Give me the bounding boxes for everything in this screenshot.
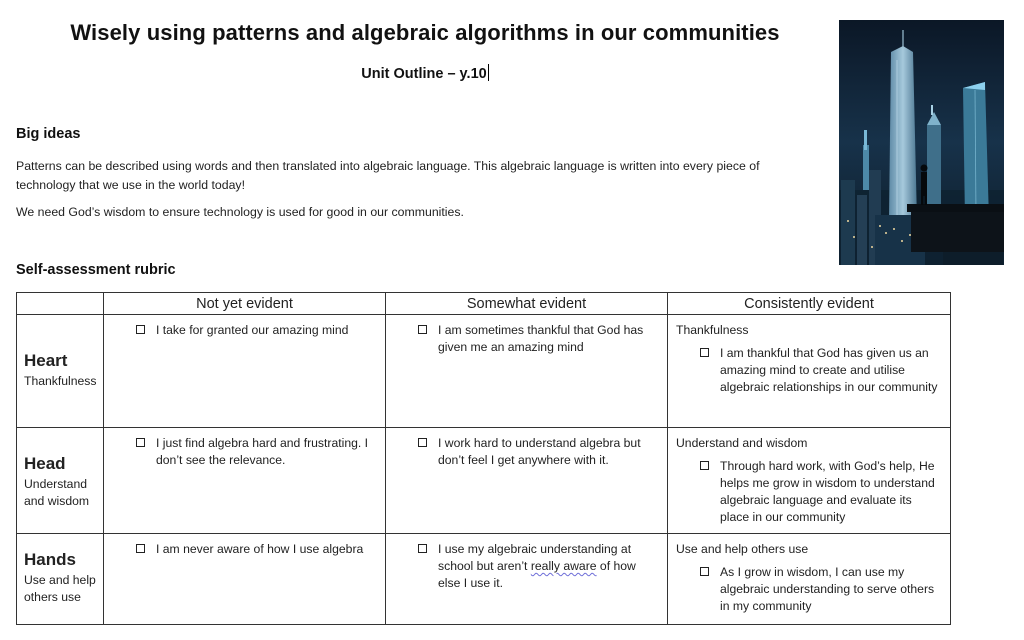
- cell-heart-somewhat: [386, 315, 668, 428]
- city-skyline-photo: [839, 20, 1004, 265]
- rubric-row-heart: [17, 315, 951, 428]
- big-ideas-heading: Big ideas: [16, 126, 81, 142]
- rubric-row-hands: [17, 534, 951, 625]
- checkbox-icon[interactable]: [418, 438, 427, 447]
- column-header-not-yet-evident: Not yet evident: [104, 293, 386, 315]
- checklist-item[interactable]: I am never aware of how I use algebra: [112, 541, 377, 558]
- checklist-item[interactable]: As I grow in wisdom, I can use my algebraic understanding to serve others in my community: [676, 564, 942, 615]
- row-subtitle: Use and help others use: [24, 573, 96, 604]
- checklist-item[interactable]: I am thankful that God has given us an amazing mind to create and utilise algebraic relationships in our community: [676, 345, 942, 396]
- cell-heart-consistently: [668, 315, 951, 428]
- row-title: Head: [24, 454, 66, 473]
- checklist-item[interactable]: I take for granted our amazing mind: [112, 322, 377, 339]
- cell-label: Use and help others use: [676, 542, 809, 556]
- row-header-heart: [17, 315, 104, 428]
- checkbox-icon[interactable]: [418, 544, 427, 553]
- cell-head-not-yet: [104, 428, 386, 534]
- column-header-somewhat-evident: Somewhat evident: [386, 293, 668, 315]
- text-cursor: [488, 64, 489, 81]
- checklist-item[interactable]: I work hard to understand algebra but don’t feel I get anywhere with it.: [394, 435, 659, 469]
- big-ideas-paragraph-2: We need God’s wisdom to ensure technology is used for good in our communities.: [16, 205, 464, 219]
- checkbox-icon[interactable]: [136, 438, 145, 447]
- checkbox-icon[interactable]: [700, 567, 709, 576]
- row-header-head: [17, 428, 104, 534]
- cell-head-consistently: [668, 428, 951, 534]
- spelling-flag[interactable]: really aware: [530, 559, 597, 573]
- row-header-hands: [17, 534, 104, 625]
- rubric-heading: Self-assessment rubric: [16, 262, 176, 278]
- cell-label: Understand and wisdom: [676, 436, 808, 450]
- rubric-header-row: [17, 293, 951, 315]
- rubric-row-head: [17, 428, 951, 534]
- cell-label: Thankfulness: [676, 323, 749, 337]
- page-title: Wisely using patterns and algebraic algorithms in our communities: [70, 20, 780, 45]
- checkbox-icon[interactable]: [136, 325, 145, 334]
- cell-hands-consistently: [668, 534, 951, 625]
- page-subtitle: Unit Outline – y.10: [361, 66, 487, 82]
- cell-heart-not-yet: [104, 315, 386, 428]
- checklist-item[interactable]: I use my algebraic understanding at school but aren’t really aware of how else I use it.: [394, 541, 659, 592]
- checklist-item[interactable]: I am sometimes thankful that God has given me an amazing mind: [394, 322, 659, 356]
- checklist-item[interactable]: Through hard work, with God’s help, He helps me grow in wisdom to understand algebraic language and evaluate its place in our community: [676, 458, 942, 526]
- cell-hands-somewhat: [386, 534, 668, 625]
- row-subtitle: Understand and wisdom: [24, 477, 90, 508]
- row-subtitle: Thankfulness: [24, 374, 97, 388]
- big-ideas-paragraph-1: Patterns can be described using words and then translated into algebraic language. This algebraic language is written into every piece of technology that we use in the world today!: [16, 159, 760, 192]
- row-title: Heart: [24, 351, 68, 370]
- self-assessment-rubric-table: [16, 292, 951, 625]
- column-header-consistently-evident: Consistently evident: [668, 293, 951, 315]
- city-skyline-night-photo-icon: [839, 20, 1004, 265]
- checkbox-icon[interactable]: [700, 348, 709, 357]
- row-title: Hands: [24, 550, 76, 569]
- checkbox-icon[interactable]: [700, 461, 709, 470]
- cell-head-somewhat: [386, 428, 668, 534]
- cell-hands-not-yet: [104, 534, 386, 625]
- rubric-corner-cell: [17, 293, 104, 315]
- checkbox-icon[interactable]: [136, 544, 145, 553]
- checklist-item[interactable]: I just find algebra hard and frustrating. I don’t see the relevance.: [112, 435, 377, 469]
- checkbox-icon[interactable]: [418, 325, 427, 334]
